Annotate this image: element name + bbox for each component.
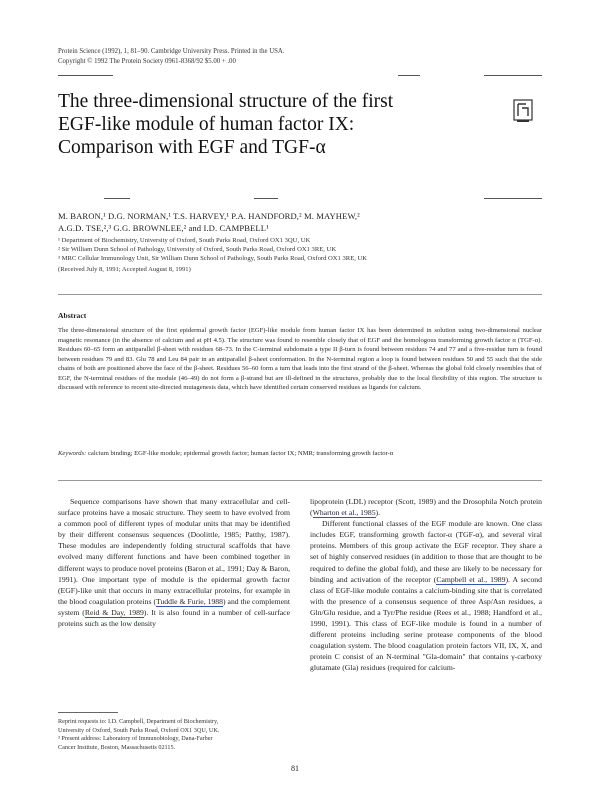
header-rule-right	[484, 75, 542, 76]
author-list	[58, 210, 538, 234]
body-text: ).	[375, 508, 381, 518]
received-dates: (Received July 8, 1991; Accepted August 8, 1991)	[58, 266, 191, 273]
body-paragraph	[310, 518, 542, 673]
footnote-line: ³ Present address: Laboratory of Immunobiology, Dana-Farber	[58, 735, 213, 742]
footnote-line: Cancer Institute, Boston, Massachusetts 02115.	[58, 743, 176, 751]
keywords-list: calcium binding; EGF-like module; epidermal growth factor; human factor IX; NMR; transforming growth factor-α	[86, 450, 394, 457]
footnote	[58, 718, 290, 752]
footnote-line: Reprint requests to: I.D. Campbell, Department of Biochemistry,	[58, 718, 219, 725]
body-text: ) and the complement system (	[58, 596, 290, 617]
citation-link[interactable]: Tuddle & Furie, 1988	[156, 596, 223, 606]
affiliation-1: ¹ Department of Biochemistry, University of Oxford, South Parks Road, Oxford OX1 3QU, UK	[58, 237, 311, 244]
footnote-rule	[58, 712, 118, 713]
journal-copyright: Copyright © 1992 The Protein Society 0961-8368/92 $5.00 + .00	[58, 57, 236, 65]
body-paragraph	[310, 496, 542, 518]
keywords-label: Keywords:	[58, 450, 87, 457]
affiliations	[58, 236, 538, 263]
body-column-right	[310, 496, 542, 674]
citation-link[interactable]: Wharton et al., 1985	[312, 508, 376, 518]
affiliation-3: ³ MRC Cellular Immunology Unit, Sir William Dunn School of Pathology, South Parks Road, Oxford OX1 3RE, UK	[58, 255, 368, 262]
authors-line-2: A.G.D. TSE,²,³ G.G. BROWNLEE,² and I.D. CAMPBELL¹	[58, 223, 269, 233]
body-text: lipoprotein (LDL) receptor (Scott, 1989) and the Drosophila Notch protein (	[310, 497, 542, 518]
page-number: 81	[291, 764, 299, 773]
body-paragraph	[58, 496, 290, 629]
title-rule-right	[484, 198, 542, 199]
body-text: ). It is also found in a number of cell-surface proteins such as the low density	[58, 607, 291, 629]
article-title	[58, 90, 498, 159]
body-text: ). A second class of EGF-like module contains a calcium-binding site that is correlated with the presence of a consensus sequence of three Asp/Asn residues, a Gln/Glu residue, and a Tyr/Phe residue (Rees et al., 1988; Handford et al., 1990, 1991). This class of EGF-like module is found in a number of different proteins including serine protease components of the blood coagulation system. The blood coagulation protein factors VII, IX, X, and protein C consist of an N-terminal "Gla-domain" that contains γ-carboxy glutamate (Gla) residues (required for calcium-	[310, 574, 542, 673]
abstract-rule-bottom	[58, 480, 542, 481]
title-line-2: EGF-like module of human factor IX:	[58, 114, 355, 135]
citation-link[interactable]: Campbell et al., 1989	[436, 574, 506, 584]
abstract-body: The three-dimensional structure of the first epidermal growth factor (EGF)-like module from human factor IX has been determined in solution using two-dimensional nuclear magnetic resonance (in the absence of calcium and at pH 4.5). The structure was found to resemble closely that of EGF and the homologous transforming growth factor α (TGF-α). Residues 60–65 form an antiparallel β-sheet with residues 68–73. In the C-terminal subdomain a type II β-turn is found between residues 74 and 77 and a five-residue turn is found between residues 79 and 83. Glu 78 and Leu 84 pair in an antiparallel β-sheet conformation. In the N-terminal region a loop is found between residues 50 and 55 such that the side chains of both are positioned above the face of the β-sheet. Residues 56–60 form a turn that leads into the first strand of the β-sheet. Whereas the global fold closely resembles that of EGF, the N-terminal residues of the module (46–49) do not form a β-strand but are ill-defined in the structures, probably due to the local flexibility of this region. The structure is discussed with reference to recent site-directed mutagenesis data, which have identified certain conserved residues as ligands for calcium.	[58, 327, 542, 391]
body-column-left	[58, 496, 290, 629]
title-rule-mid	[254, 198, 278, 199]
title-line-3: Comparison with EGF and TGF-α	[58, 137, 326, 158]
journal-header	[58, 47, 285, 66]
header-rule-left	[58, 75, 113, 76]
body-text: Sequence comparisons have shown that many extracellular and cell-surface proteins have a mosaic structure. They seem to have evolved from a common pool of different types of modular units that may be identified by their different consensus sequences (Doolittle, 1985; Patthy, 1987). These modules are independently folding structural scaffolds that have evolved many different functions and have been combined together in different ways to produce novel proteins (Baron et al., 1991; Day & Baron, 1991). One important type of module is the epidermal growth factor (EGF)-like unit that occurs in many extracellular proteins, for example in the blood coagulation proteins (	[58, 497, 290, 606]
authors-line-1: M. BARON,¹ D.G. NORMAN,¹ T.S. HARVEY,¹ P.A. HANDFORD,² M. MAYHEW,²	[58, 211, 360, 221]
body-text: Different functional classes of the EGF module are known. One class includes EGF, transforming growth factor-α (TGF-α), and several viral proteins. Members of this group activate the EGF receptor. They share a set of highly conserved residues (in addition to those that are thought to be required to define the global fold), and these are likely to be necessary for binding and activation of the receptor (	[310, 519, 542, 584]
footnote-line: University of Oxford, South Parks Road, Oxford OX1 3QU, UK.	[58, 726, 220, 734]
abstract-heading: Abstract	[58, 311, 87, 320]
header-rule-mid	[398, 75, 420, 76]
citation-link[interactable]: Reid & Day, 1989	[84, 607, 144, 617]
journal-citation: Protein Science (1992), 1, 81–90. Cambridge University Press. Printed in the USA.	[58, 48, 285, 55]
abstract-rule-top	[58, 294, 542, 295]
title-rule-left	[104, 198, 130, 199]
title-line-1: The three-dimensional structure of the first	[58, 91, 394, 112]
affiliation-2: ² Sir William Dunn School of Pathology, University of Oxford, South Parks Road, Oxford OX1 3RE, UK	[58, 246, 337, 253]
publisher-logo-icon	[512, 98, 534, 124]
keywords	[58, 449, 542, 459]
